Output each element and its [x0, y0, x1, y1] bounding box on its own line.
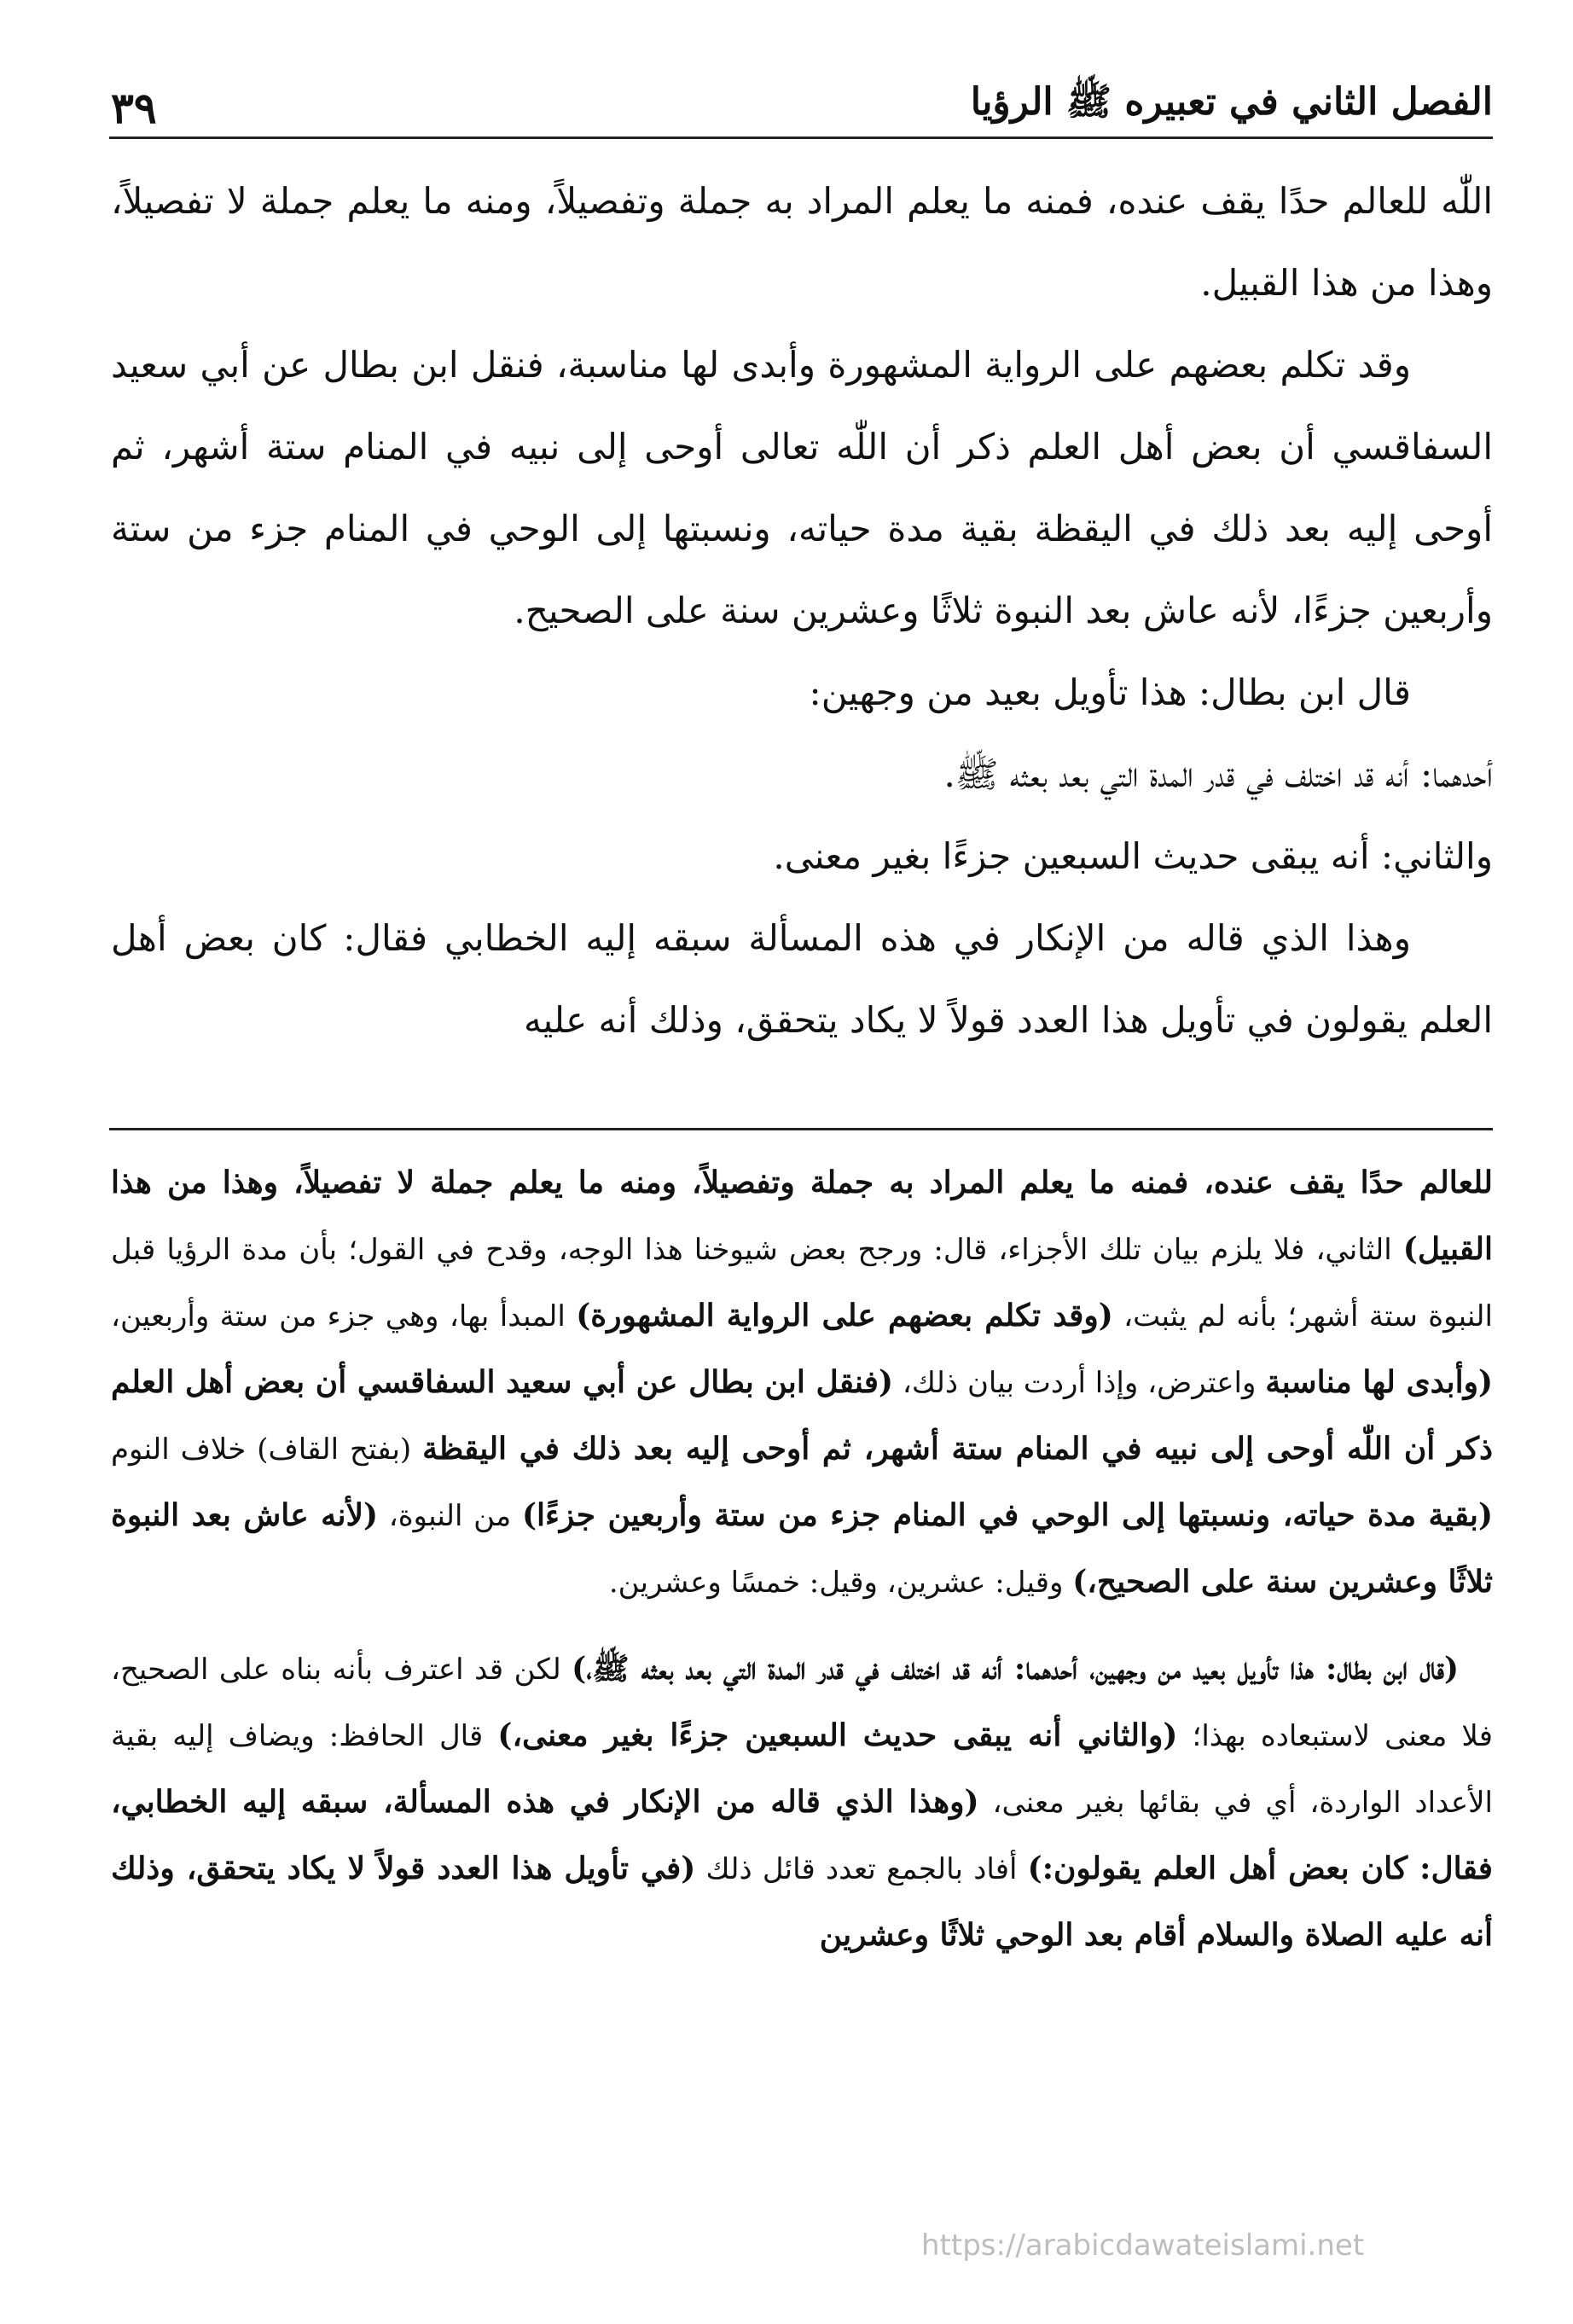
main-paragraph-1: اللّٰه للعالم حدًا يقف عنده، فمنه ما يعلم المراد به جملة وتفصيلاً، ومنه ما يعلم جملة لا تفصيلاً، وهذا من هذا القبيل.: [111, 180, 1493, 304]
quoted-text: (والثاني أنه يبقى حديث السبعين جزءًا بغير معنى،): [497, 1717, 1178, 1753]
commentary-paragraph-2: [111, 1636, 1493, 1969]
explanation-text: وقيل: عشرين، وقيل: خمسًا وعشرين.: [608, 1566, 1073, 1600]
quoted-text: (بقية مدة حياته، ونسبتها إلى الوحي في المنام جزء من ستة وأربعين جزءًا): [521, 1497, 1493, 1533]
quoted-text: للعالم حدًا يقف عنده، فمنه ما يعلم المراد به جملة وتفصيلاً، ومنه ما يعلم جملة لا تفصيلاً، وهذا من هذا القبيل): [111, 1165, 1493, 1267]
main-paragraph-6: وهذا الذي قاله من الإنكار في هذه المسألة سبقه إليه الخطابي فقال: كان بعض أهل العلم يقولون في تأويل هذا العدد قولاً لا يكاد يتحقق، وذلك أنه عليه: [111, 917, 1493, 1041]
running-title: الفصل الثاني في تعبيره ﷺ الرؤيا: [970, 80, 1493, 124]
explanation-text: قال الحافظ: ويضاف إليه بقية الأعداد الواردة، أي في بقائها بغير معنى،: [111, 1719, 1493, 1820]
commentary-text: [111, 1150, 1493, 2212]
commentary-paragraph-1: [111, 1150, 1493, 1616]
main-paragraph-3: قال ابن بطال: هذا تأويل بعيد من وجهين:: [809, 671, 1411, 713]
explanation-text: المبدأ بها، وهي جزء من ستة وأربعين،: [111, 1299, 577, 1333]
footnote-separator: [109, 1128, 1493, 1130]
quoted-text: (لأنه عاش بعد النبوة ثلاثًا وعشرين سنة على الصحيح،): [111, 1497, 1493, 1600]
explanation-text: الثاني، فلا يلزم بيان تلك الأجزاء، قال: ورجح بعض شيوخنا هذا الوجه، وقدح في القول؛ بأن مدة الرؤيا قبل النبوة ستة أشهر؛ بأنه لم يثبت،: [111, 1233, 1493, 1333]
explanation-text: واعترض، وإذا أردت بيان ذلك،: [893, 1366, 1266, 1400]
quoted-text: (في تأويل هذا العدد قولاً لا يكاد يتحقق، وذلك أنه عليه الصلاة والسلام أقام بعد الوحي ثلاثًا وعشرين: [111, 1850, 1493, 1953]
header-rule: [109, 137, 1493, 139]
main-text: [111, 160, 1493, 1107]
quoted-text: (وهذا الذي قاله من الإنكار في هذه المسألة، سبقه إليه الخطابي، فقال: كان بعض أهل العلم يقولون:): [111, 1784, 1493, 1886]
quoted-text: (وقد تكلم بعضهم على الرواية المشهورة): [576, 1298, 1113, 1333]
main-paragraph-4: أحدهما: أنه قد اختلف في قدر المدة التي بعد بعثه ﷺ.: [943, 753, 1493, 795]
quoted-text: (وأبدى لها مناسبة: [1265, 1364, 1493, 1400]
explanation-text: (بفتح القاف) خلاف النوم: [111, 1432, 423, 1467]
explanation-text: من النبوة،: [378, 1499, 522, 1533]
main-paragraph-2: وقد تكلم بعضهم على الرواية المشهورة وأبدى لها مناسبة، فنقل ابن بطال عن أبي سعيد السفاقسي أن بعض أهل العلم ذكر أن اللّٰه تعالى أوحى إلى نبيه في المنام ستة أشهر، ثم أوحى إليه بعد ذلك في اليقظة بقية مدة حياته، ونسبتها إلى الوحي في المنام جزء من ستة وأربعين جزءًا، لأنه عاش بعد النبوة ثلاثًا وعشرين سنة على الصحيح.: [111, 344, 1493, 631]
explanation-text: أفاد بالجمع تعدد قائل ذلك: [695, 1852, 1028, 1886]
explanation-text: لكن قد اعترف بأنه بناه على الصحيح، فلا معنى لاستبعاده بهذا؛: [111, 1653, 1493, 1753]
quoted-text: (فنقل ابن بطال عن أبي سعيد السفاقسي أن بعض أهل العلم ذكر أن اللّٰه أوحى إلى نبيه في المنام ستة أشهر، ثم أوحى إليه بعد ذلك في اليقظة: [111, 1364, 1493, 1467]
page-header: [111, 55, 1493, 133]
page-number: ٣٩: [111, 83, 157, 133]
watermark-url: https://arabicdawateislami.net: [921, 2228, 1365, 2263]
main-paragraph-5: والثاني: أنه يبقى حديث السبعين جزءًا بغير معنى.: [773, 835, 1493, 877]
quoted-text: (قال ابن بطال: هذا تأويل بعيد من وجهين، أحدهما: أنه قد اختلف في قدر المدة التي بعد بعثه ﷺ،): [572, 1651, 1459, 1687]
